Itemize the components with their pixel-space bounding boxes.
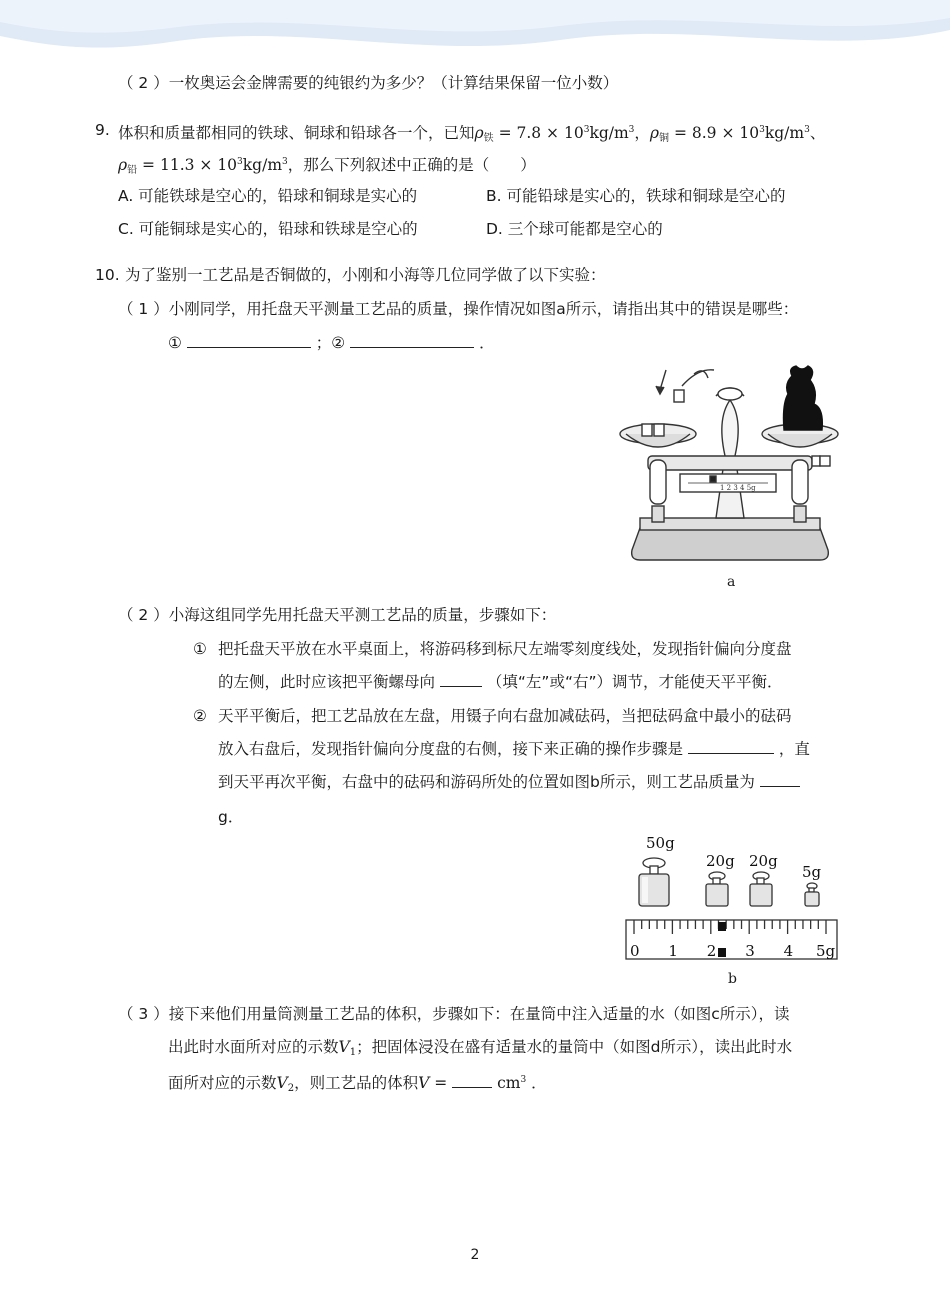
balance-figure-a <box>612 360 844 570</box>
scale-tick-label: 1 <box>668 942 678 960</box>
q9-stem-line1: 体积和质量都相同的铁球、铜球和铅球各一个，已知$\rho_铁 = 7.8 \times 10^3kg/m^3$，$\rho_铜 = 8.9 \times 10^3kg/m^3$、 <box>118 124 826 144</box>
weight-label-50g: 50g <box>646 834 675 852</box>
q10-stem: 为了鉴别一工艺品是否铜做的，小刚和小海等几位同学做了以下实验： <box>125 266 606 284</box>
q10-part3-line1: （ 3 ）接下来他们用量筒测量工艺品的体积，步骤如下：在量筒中注入适量的水（如图c所示），读 <box>118 1005 790 1023</box>
step1-number: ① <box>193 640 207 658</box>
weights-figure-b <box>620 830 845 965</box>
weight-label-5g: 5g <box>802 863 822 881</box>
q9-option-b: B. 可能铅球是实心的，铁球和铜球是空心的 <box>486 187 786 205</box>
step2-line1: 天平平衡后，把工艺品放在左盘，用镊子向右盘加减砝码，当把砝码盒中最小的砝码 <box>218 707 792 725</box>
rider-marker-top <box>718 922 726 931</box>
svg-text:1 2 3 4 5g: 1 2 3 4 5g <box>720 484 756 492</box>
figure-b-caption: b <box>728 971 737 987</box>
step1-line1: 把托盘天平放在水平桌面上，将游码移到标尺左端零刻度线处，发现指针偏向分度盘 <box>218 640 792 658</box>
q9-option-a: A. 可能铁球是空心的，铅球和铜球是实心的 <box>118 187 418 205</box>
header-wave-decoration <box>0 0 950 70</box>
step2-line3: 到天平再次平衡，右盘中的砝码和游码所处的位置如图b所示，则工艺品质量为 <box>218 772 800 792</box>
q10-part2: （ 2 ）小海这组同学先用托盘天平测工艺品的质量，步骤如下： <box>118 606 557 624</box>
q10-part1-blanks: ① ；② ． <box>168 334 495 352</box>
q8-part2: （ 2 ）一枚奥运会金牌需要的纯银约为多少？（计算结果保留一位小数） <box>118 74 619 92</box>
q10-part3-line2: 出此时水面所对应的示数$V_1$；把固体浸没在盛有适量水的量筒中（如图d所示），读出此时水 <box>168 1038 793 1058</box>
scale-tick-label: 3 <box>745 942 755 960</box>
step2-line4: g． <box>218 808 244 826</box>
scale-tick-label: 5g <box>816 942 836 960</box>
weight-label-20g-2: 20g <box>749 852 778 870</box>
q9-number: 9. <box>95 121 110 139</box>
page-number: 2 <box>470 1247 480 1263</box>
rider-marker-bottom <box>718 948 726 957</box>
q9-option-c: C. 可能铜球是实心的，铅球和铁球是空心的 <box>118 220 418 238</box>
step1-line2: 的左侧，此时应该把平衡螺母向 （填“左”或“右”）调节，才能使天平平衡． <box>218 673 783 691</box>
q10-number: 10. <box>95 266 120 284</box>
step2-number: ② <box>193 707 207 725</box>
q9-option-d: D. 三个球可能都是空心的 <box>486 220 663 238</box>
step2-line2: 放入右盘后，发现指针偏向分度盘的右侧，接下来正确的操作步骤是 ，直 <box>218 740 810 758</box>
figure-a-caption: a <box>727 574 736 590</box>
q9-stem-line2: $\rho_铅 = 11.3 \times 10^3kg/m^3$，那么下列叙述中正确的是（ ） <box>118 156 536 176</box>
scale-tick-label: 2 <box>706 942 717 960</box>
scale-tick-label: 0 <box>630 942 640 960</box>
weight-label-20g-1: 20g <box>706 852 735 870</box>
q10-part1: （ 1 ）小刚同学，用托盘天平测量工艺品的质量，操作情况如图a所示，请指出其中的错误是哪些： <box>118 300 799 318</box>
q10-part3-line3: 面所对应的示数$V_2$，则工艺品的体积$V = cm^3$ ． <box>168 1074 547 1094</box>
scale-tick-label: 4 <box>783 942 794 960</box>
